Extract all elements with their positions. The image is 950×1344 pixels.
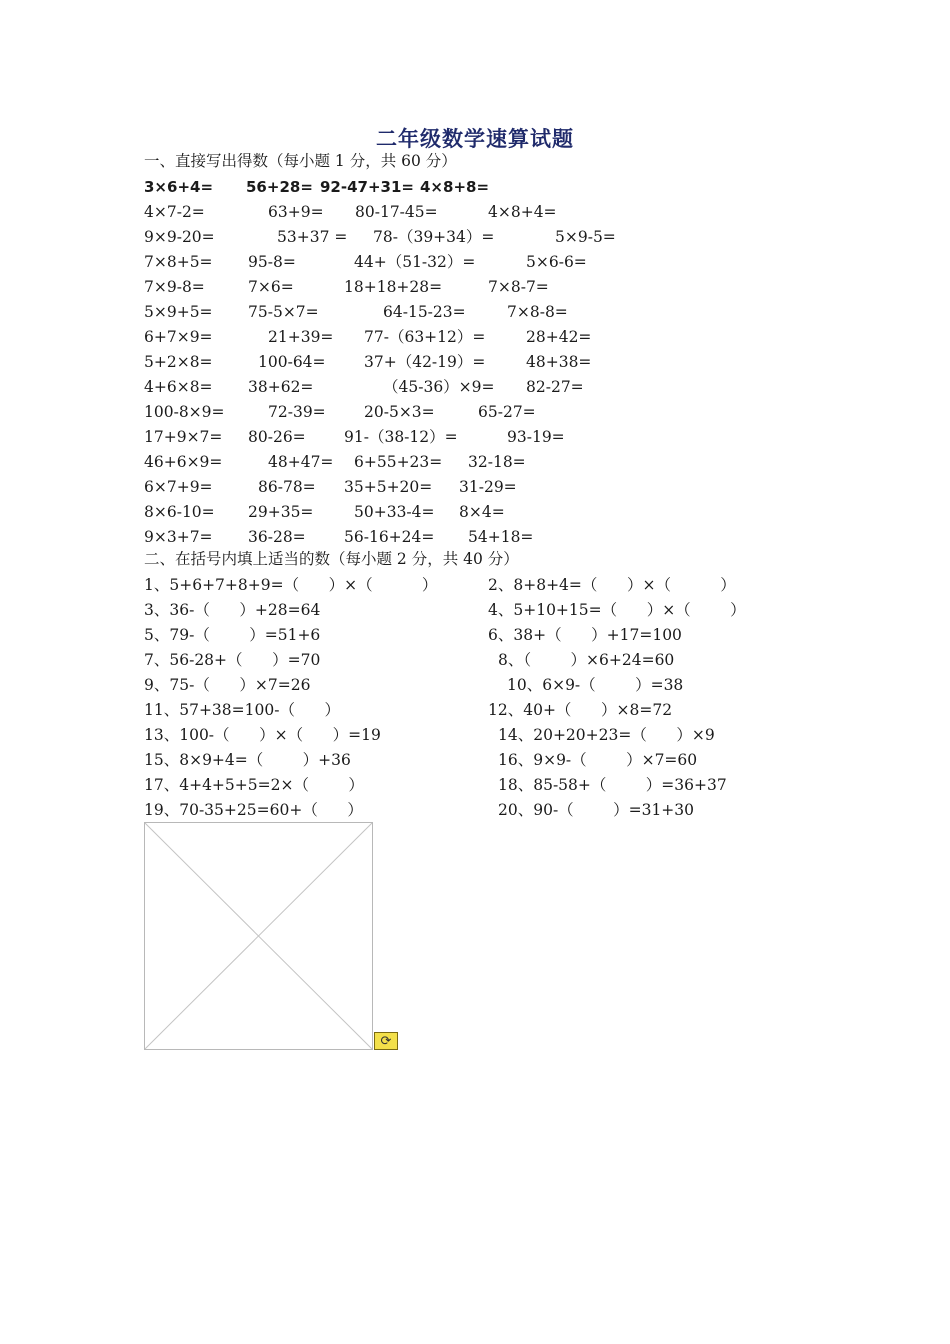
section1-problem: 64-15-23= [383,303,466,321]
section1-problem: 20-5×3= [364,403,435,421]
section1-problem: 63+9= [268,203,324,221]
section1-problem: 9×9-20= [144,228,215,246]
section1-problem: 80-17-45= [355,203,438,221]
section2-problem: 18、85-58+（ ）=36+37 [498,776,727,794]
section1-problem: 65-27= [478,403,536,421]
section1-problem: 29+35= [248,503,314,521]
section1-problem: 36-28= [248,528,306,546]
section1-problem: 7×9-8= [144,278,205,296]
section1-problem: 28+42= [526,328,592,346]
section1-problem: 44+（51-32）= [354,253,476,271]
section1-problem: 4×8+4= [488,203,557,221]
section1-problem: 56-16+24= [344,528,435,546]
section1-problem: 35+5+20= [344,478,433,496]
section2-problem: 10、6×9-（ ）=38 [507,676,684,694]
section2-problem: 13、100-（ ）×（ ）=19 [144,726,381,744]
refresh-icon[interactable]: ⟳ [374,1032,398,1050]
section1-problem: 4×7-2= [144,203,205,221]
section1-problem: 7×8-7= [488,278,549,296]
section1-problem: 86-78= [258,478,316,496]
section1-problem: 91-（38-12）= [344,428,458,446]
section1-problem: 4+6×8= [144,378,213,396]
section1-problem: 7×8+5= [144,253,213,271]
section1-problem: 48+47= [268,453,334,471]
section2-problem: 2、8+8+4=（ ）×（ ） [488,576,736,594]
section2-problem: 8、（ ）×6+24=60 [498,651,675,669]
section1-problem: （45-36）×9= [383,378,495,396]
section1-problem: 5×9-5= [555,228,616,246]
section1-problem: 3×6+4= [144,178,214,196]
section2-problem: 14、20+20+23=（ ）×9 [498,726,715,744]
section1-problem: 56+28= [246,178,313,196]
section1-problem: 21+39= [268,328,334,346]
section1-problem: 7×6= [248,278,294,296]
section1-problem: 75-5×7= [248,303,319,321]
section1-problem: 31-29= [459,478,517,496]
section1-problem: 8×4= [459,503,505,521]
section2-problem: 5、79-（ ）=51+6 [144,626,321,644]
section1-problem: 5+2×8= [144,353,213,371]
section1-problem: 46+6×9= [144,453,223,471]
section1-problem: 38+62= [248,378,314,396]
section2-problem: 20、90-（ ）=31+30 [498,801,695,819]
section1-problem: 93-19= [507,428,565,446]
section1-problem: 53+37 = [277,228,348,246]
section1-heading: 一、直接写出得数（每小题 1 分，共 60 分） [144,152,457,170]
page-title: 二年级数学速算试题 [376,127,574,151]
section1-problem: 7×8-8= [507,303,568,321]
section1-problem: 82-27= [526,378,584,396]
image-placeholder [144,822,373,1050]
section1-problem: 50+33-4= [354,503,435,521]
section1-problem: 48+38= [526,353,592,371]
section1-problem: 8×6-10= [144,503,215,521]
section1-problem: 72-39= [268,403,326,421]
section1-problem: 9×3+7= [144,528,213,546]
section2-problem: 4、5+10+15=（ ）×（ ） [488,601,746,619]
section2-problem: 16、9×9-（ ）×7=60 [498,751,698,769]
section1-problem: 37+（42-19）= [364,353,486,371]
section1-problem: 92-47+31= [320,178,414,196]
section2-problem: 11、57+38=100-（ ） [144,701,341,719]
section2-problem: 7、56-28+（ ）=70 [144,651,321,669]
section1-problem: 80-26= [248,428,306,446]
section1-problem: 6+7×9= [144,328,213,346]
section1-problem: 100-8×9= [144,403,225,421]
section1-problem: 6×7+9= [144,478,213,496]
section1-problem: 54+18= [468,528,534,546]
section2-heading: 二、在括号内填上适当的数（每小题 2 分，共 40 分） [144,550,519,568]
section2-problem: 15、8×9+4=（ ）+36 [144,751,351,769]
section2-problem: 17、4+4+5+5=2×（ ） [144,776,364,794]
section2-problem: 3、36-（ ）+28=64 [144,601,321,619]
section2-problem: 12、40+（ ）×8=72 [488,701,673,719]
section1-problem: 32-18= [468,453,526,471]
section1-problem: 100-64= [258,353,326,371]
section1-problem: 6+55+23= [354,453,443,471]
section1-problem: 5×6-6= [526,253,587,271]
section1-problem: 95-8= [248,253,296,271]
section2-problem: 19、70-35+25=60+（ ） [144,801,363,819]
section1-problem: 4×8+8= [420,178,490,196]
section1-problem: 18+18+28= [344,278,443,296]
section2-problem: 9、75-（ ）×7=26 [144,676,311,694]
section1-problem: 5×9+5= [144,303,213,321]
section2-problem: 1、5+6+7+8+9=（ ）×（ ） [144,576,438,594]
section2-problem: 6、38+（ ）+17=100 [488,626,682,644]
section1-problem: 17+9×7= [144,428,223,446]
section1-problem: 78-（39+34）= [373,228,495,246]
section1-problem: 77-（63+12）= [364,328,486,346]
broken-image-icon [145,823,372,1049]
